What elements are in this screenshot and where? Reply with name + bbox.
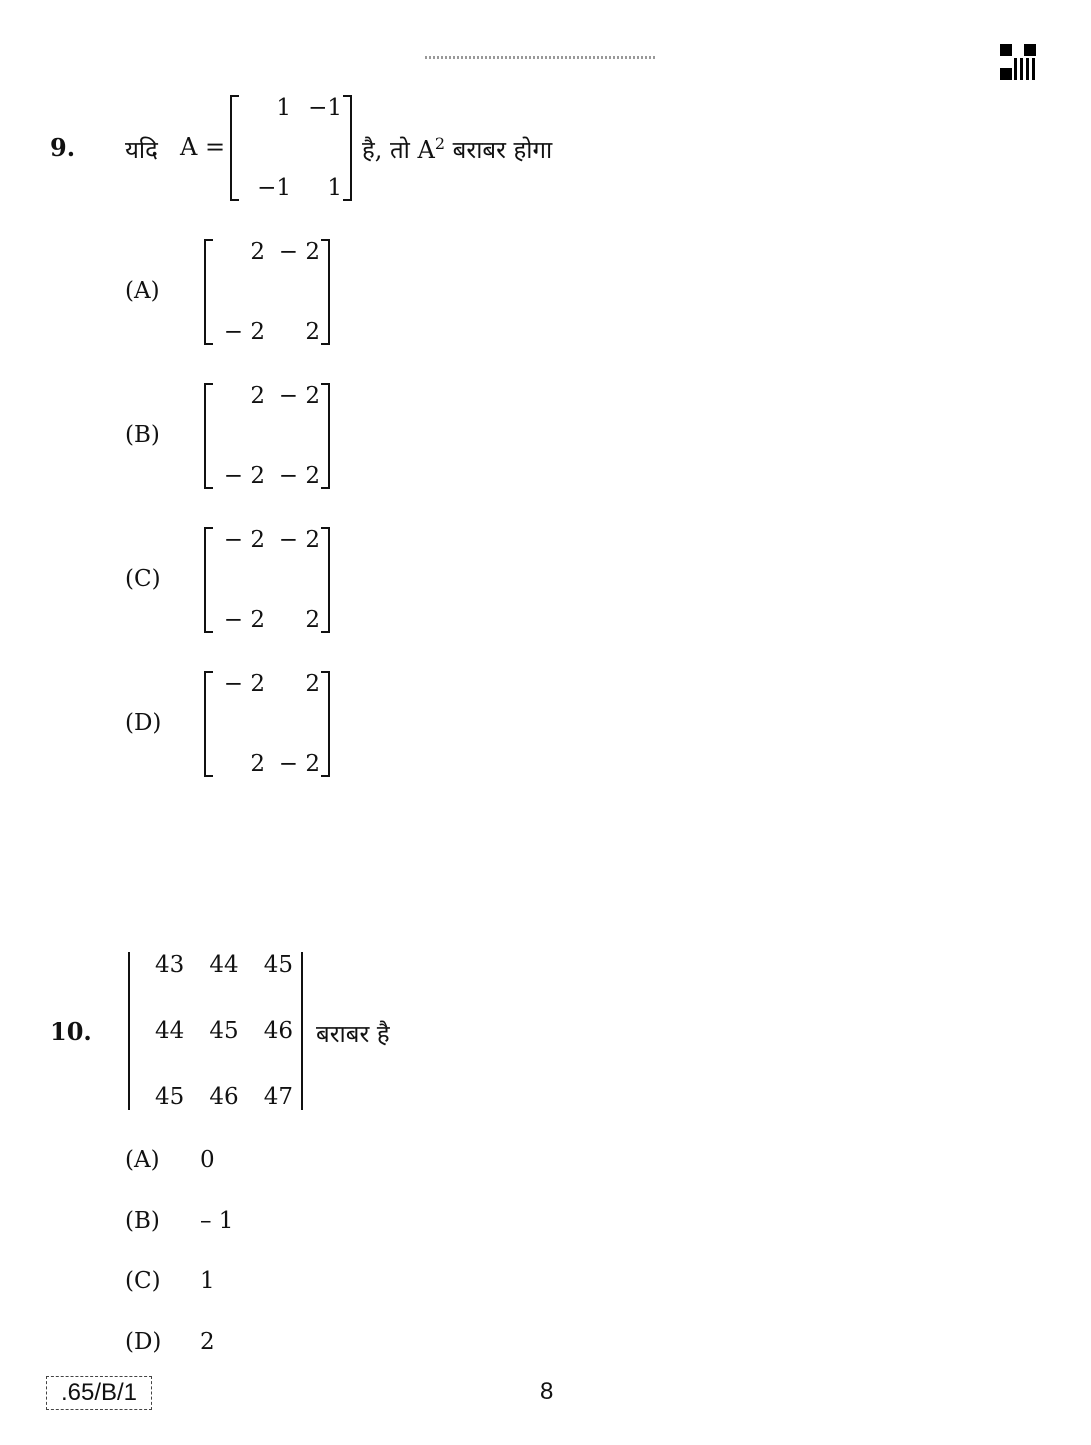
matrix-cell: 2 bbox=[305, 319, 320, 345]
matrix-cell: −1 bbox=[257, 175, 291, 201]
q9-exponent: 2 bbox=[434, 134, 446, 153]
det-cell: 43 bbox=[155, 952, 185, 978]
page-number: 8 bbox=[540, 1378, 554, 1405]
matrix-cell: − 2 bbox=[223, 607, 265, 633]
q9-suffix: है, तो $A^2$ बराबर होगा bbox=[362, 134, 553, 164]
matrix-cell: 2 bbox=[250, 751, 265, 777]
q10-option-d-label: (D) bbox=[125, 1329, 162, 1355]
qr-code-icon bbox=[1000, 44, 1036, 80]
q9-number: 9. bbox=[50, 133, 76, 162]
matrix-cell: − 2 bbox=[223, 463, 265, 489]
matrix-cell: 2 bbox=[305, 607, 320, 633]
q10-suffix: बराबर है bbox=[316, 1020, 390, 1048]
q10-determinant bbox=[128, 952, 303, 1110]
matrix-cell: −1 bbox=[308, 95, 342, 121]
q9-option-b-label: (B) bbox=[125, 422, 160, 448]
det-cell: 44 bbox=[155, 1018, 185, 1044]
matrix-cell: 2 bbox=[250, 239, 265, 265]
matrix-cell: − 2 bbox=[223, 527, 265, 553]
det-cell: 46 bbox=[263, 1018, 293, 1044]
matrix-cell: 1 bbox=[327, 175, 342, 201]
q10-option-d-value: 2 bbox=[200, 1329, 215, 1355]
matrix-cell: − 2 bbox=[223, 671, 265, 697]
q9-lhs: A = bbox=[180, 133, 226, 161]
paper-code: .65/B/1 bbox=[46, 1376, 152, 1410]
det-cell: 44 bbox=[209, 952, 239, 978]
matrix-cell: 2 bbox=[305, 671, 320, 697]
det-cell: 47 bbox=[263, 1084, 293, 1110]
matrix-cell: − 2 bbox=[278, 751, 320, 777]
q10-option-b-label: (B) bbox=[125, 1208, 160, 1234]
matrix-cell: − 2 bbox=[278, 527, 320, 553]
q9-matrix bbox=[230, 95, 352, 201]
q9-option-a-matrix bbox=[204, 239, 330, 345]
det-cell: 45 bbox=[209, 1018, 239, 1044]
q10-option-c-label: (C) bbox=[125, 1268, 161, 1294]
matrix-cell: − 2 bbox=[223, 319, 265, 345]
q9-option-d-label: (D) bbox=[125, 710, 162, 736]
q9-option-a-label: (A) bbox=[125, 278, 160, 304]
matrix-cell: 2 bbox=[250, 383, 265, 409]
q9-option-d-matrix bbox=[204, 671, 330, 777]
q9-prefix: यदि bbox=[125, 136, 158, 164]
matrix-cell: − 2 bbox=[278, 463, 320, 489]
q9-option-b-matrix bbox=[204, 383, 330, 489]
q9-option-c-label: (C) bbox=[125, 566, 161, 592]
det-cell: 45 bbox=[263, 952, 293, 978]
matrix-cell: − 2 bbox=[278, 383, 320, 409]
q10-option-b-value: – 1 bbox=[200, 1208, 234, 1234]
matrix-cell: − 2 bbox=[278, 239, 320, 265]
det-cell: 46 bbox=[209, 1084, 239, 1110]
det-cell: 45 bbox=[155, 1084, 185, 1110]
q10-number: 10. bbox=[50, 1017, 92, 1046]
q10-option-c-value: 1 bbox=[200, 1268, 215, 1294]
q10-option-a-value: 0 bbox=[200, 1147, 215, 1173]
header-line bbox=[425, 56, 655, 59]
matrix-cell: 1 bbox=[276, 95, 291, 121]
q10-option-a-label: (A) bbox=[125, 1147, 160, 1173]
q9-option-c-matrix bbox=[204, 527, 330, 633]
